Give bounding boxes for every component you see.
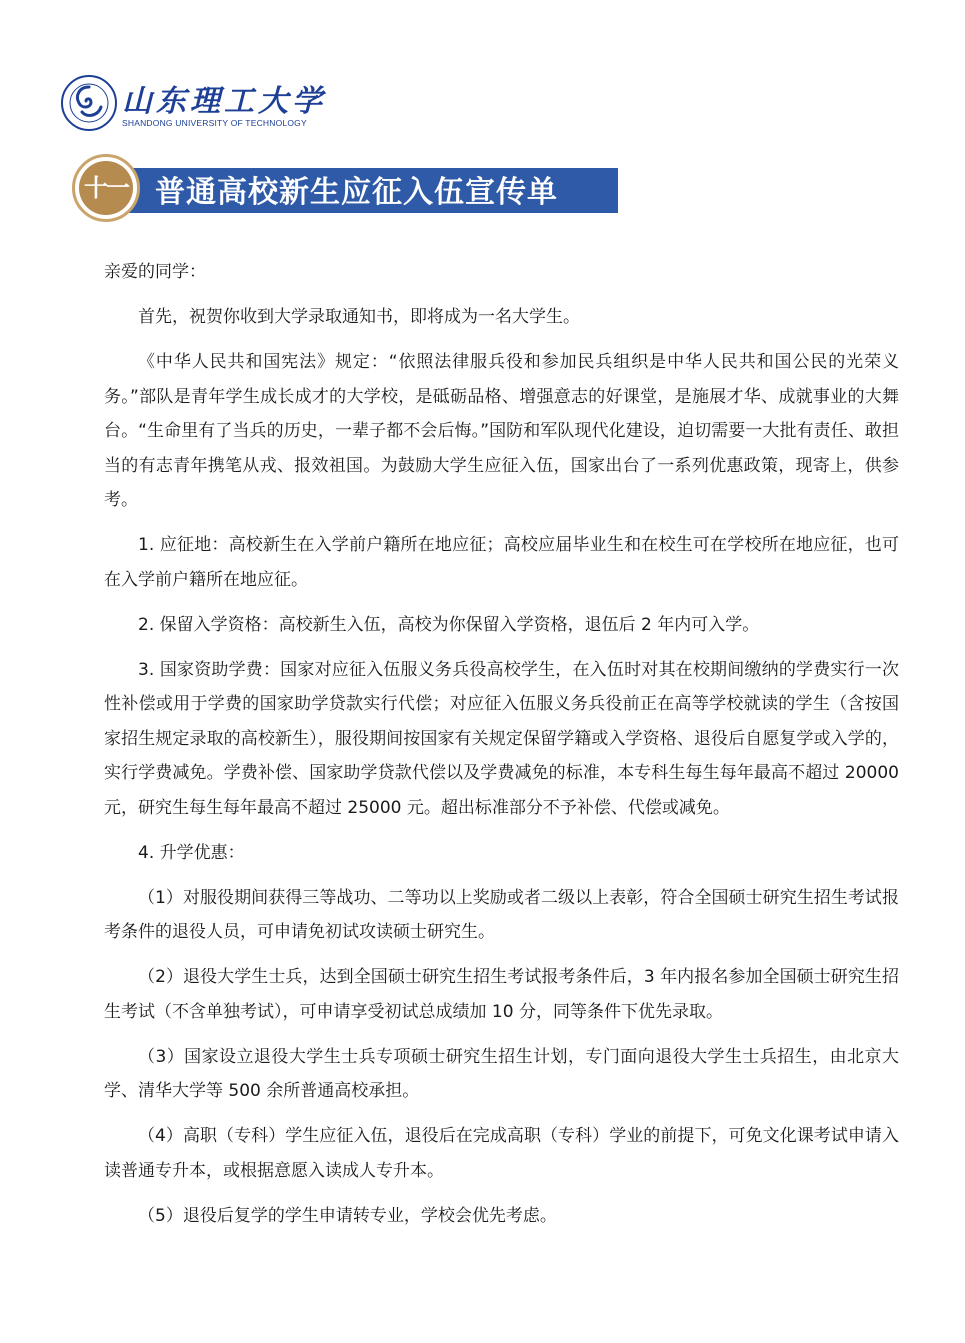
item-enlistment-location: 1. 应征地：高校新生在入学前户籍所在地应征；高校应届毕业生和在校生可在学校所在地应征，也可在入学前户籍所在地应征。	[104, 535, 899, 590]
university-seal-icon	[60, 74, 118, 132]
logo-english-name: SHANDONG UNIVERSITY OF TECHNOLOGY	[122, 118, 307, 128]
page-title: 普通高校新生应征入伍宣传单	[155, 175, 558, 210]
document-body	[104, 255, 899, 1244]
section-number: 十一	[79, 161, 133, 215]
subitem-2: （2）退役大学生士兵，达到全国硕士研究生招生考试报考条件后，3 年内报名参加全国硕士研究生招生考试（不含单独考试），可申请享受初试总成绩加 10 分，同等条件下优先录取。	[104, 967, 899, 1022]
logo-chinese-name: 山东理工大学	[122, 84, 326, 119]
subitem-5: （5）退役后复学的学生申请转专业，学校会优先考虑。	[138, 1205, 557, 1226]
subitem-3: （3）国家设立退役大学生士兵专项硕士研究生招生计划，专门面向退役大学生士兵招生，由北京大学、清华大学等 500 余所普通高校承担。	[104, 1046, 899, 1101]
paragraph-congrats: 首先，祝贺你收到大学录取通知书，即将成为一名大学生。	[138, 307, 580, 327]
subitem-4: （4）高职（专科）学生应征入伍，退役后在完成高职（专科）学业的前提下，可免文化课考试申请入读普通专升本，或根据意愿入读成人专升本。	[104, 1126, 899, 1181]
subitem-1: （1）对服役期间获得三等战功、二等功以上奖励或者二级以上表彰，符合全国硕士研究生招生考试报考条件的退役人员，可申请免初试攻读硕士研究生。	[104, 887, 899, 942]
item-further-study-heading: 4. 升学优惠：	[138, 842, 245, 863]
greeting: 亲爱的同学：	[104, 262, 206, 282]
university-logo	[60, 68, 326, 140]
item-reserved-admission: 2. 保留入学资格：高校新生入伍，高校为你保留入学资格，退伍后 2 年内可入学。	[138, 614, 760, 635]
paragraph-constitution: 《中华人民共和国宪法》规定：“依照法律服兵役和参加民兵组织是中华人民共和国公民的光荣义务。”部队是青年学生成长成才的大学校，是砥砺品格、增强意志的好课堂，是施展才华、成就事业的大舞台。“生命里有了当兵的历史，一辈子都不会后悔。”国防和军队现代化建设，迫切需要一大批有责任、敢担当的有志青年携笔从戎、报效祖国。为鼓励大学生应征入伍，国家出台了一系列优惠政策，现寄上，供参考。	[104, 352, 899, 510]
item-tuition-aid: 3. 国家资助学费：国家对应征入伍服义务兵役高校学生，在入伍时对其在校期间缴纳的学费实行一次性补偿或用于学费的国家助学贷款实行代偿；对应征入伍服义务兵役前正在高等学校就读的学生（含按国家招生规定录取的高校新生），服役期间按国家有关规定保留学籍或入学资格、退役后自愿复学或入学的，实行学费减免。学费补偿、国家助学贷款代偿以及学费减免的标准，本专科生每生每年最高不超过 20000 元，研究生每生每年最高不超过 25000 元。超出标准部分不予补偿、代偿或减免。	[104, 659, 899, 818]
